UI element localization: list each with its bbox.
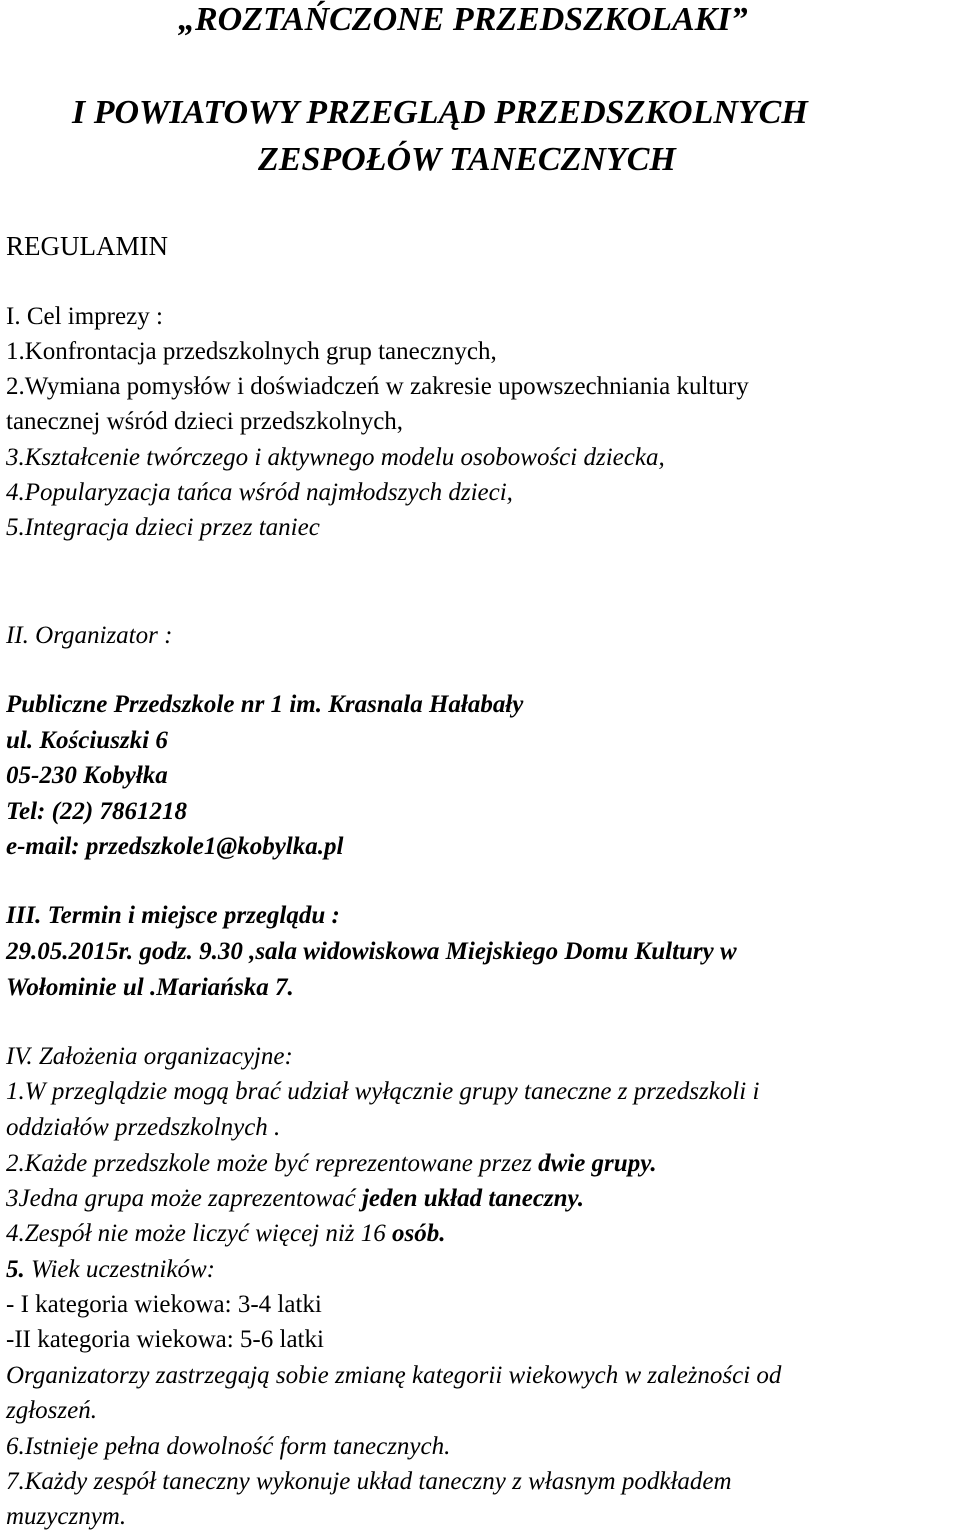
rule-4 (6, 1219, 446, 1249)
section-4-heading: IV. Założenia organizacyjne: (6, 1043, 293, 1070)
section-1-item: 1.Konfrontacja przedszkolnych grup tanecznych, (6, 338, 497, 365)
rule-3-text: 3Jedna grupa może zaprezentować (6, 1185, 362, 1212)
rule-2-bold: dwie grupy. (538, 1150, 657, 1177)
rule-5-number: 5. (6, 1256, 25, 1283)
section-1-item: 4.Popularyzacja tańca wśród najmłodszych dzieci, (6, 479, 513, 506)
rule-1-line-1: 1.W przeglądzie mogą brać udział wyłącznie grupy taneczne z przedszkoli i (6, 1078, 760, 1105)
document-subtitle-line-2: ZESPOŁÓW TANECZNYCH (258, 141, 676, 178)
event-date-place: 29.05.2015r. godz. 9.30 ,sala widowiskowa Miejskiego Domu Kultury w (6, 938, 737, 965)
section-2-heading: II. Organizator : (6, 622, 173, 649)
age-category-1: - I kategoria wiekowa: 3-4 latki (6, 1291, 322, 1318)
section-1-item: 2.Wymiana pomysłów i doświadczeń w zakresie upowszechniania kultury (6, 373, 749, 400)
rule-4-bold: osób. (392, 1220, 446, 1247)
rule-2 (6, 1149, 657, 1179)
rule-2-text: 2.Każde przedszkole może być reprezentowane przez (6, 1150, 539, 1177)
section-1-heading: I. Cel imprezy : (6, 303, 163, 330)
age-category-2: -II kategoria wiekowa: 5-6 latki (6, 1326, 324, 1353)
rule-3-bold: jeden układ taneczny. (361, 1185, 584, 1212)
organizer-phone: Tel: (22) 7861218 (6, 798, 187, 825)
rule-5 (6, 1255, 215, 1285)
event-address: Wołominie ul .Mariańska 7. (6, 974, 294, 1001)
rule-3 (6, 1184, 584, 1214)
rule-1-line-2: oddziałów przedszkolnych . (6, 1114, 281, 1141)
organizer-city: 05-230 Kobyłka (6, 762, 168, 789)
section-1-item: 3.Kształcenie twórczego i aktywnego modelu osobowości dziecka, (6, 444, 665, 471)
rule-6: 6.Istnieje pełna dowolność form tanecznych. (6, 1433, 451, 1460)
section-3-heading: III. Termin i miejsce przeglądu : (6, 902, 340, 929)
section-1-item: 5.Integracja dzieci przez taniec (6, 514, 320, 541)
regulamin-heading: REGULAMIN (6, 231, 168, 261)
rule-5-text: Wiek uczestników: (24, 1256, 215, 1283)
age-note-line-1: Organizatorzy zastrzegają sobie zmianę kategorii wiekowych w zależności od (6, 1362, 782, 1389)
section-1-item: tanecznej wśród dzieci przedszkolnych, (6, 408, 404, 435)
age-note-line-2: zgłoszeń. (6, 1397, 97, 1424)
document-subtitle-line-1: I POWIATOWY PRZEGLĄD PRZEDSZKOLNYCH (72, 94, 808, 131)
organizer-name: Publiczne Przedszkole nr 1 im. Krasnala Hałabały (6, 691, 524, 718)
rule-7-line-2: muzycznym. (6, 1503, 127, 1530)
rule-4-text: 4.Zespół nie może liczyć więcej niż 16 (6, 1220, 393, 1247)
document-title: „ROZTAŃCZONE PRZEDSZKOLAKI” (178, 1, 748, 38)
rule-7-line-1: 7.Każdy zespół taneczny wykonuje układ taneczny z własnym podkładem (6, 1468, 732, 1495)
organizer-street: ul. Kościuszki 6 (6, 727, 168, 754)
organizer-email: e-mail: przedszkole1@kobylka.pl (6, 833, 344, 860)
